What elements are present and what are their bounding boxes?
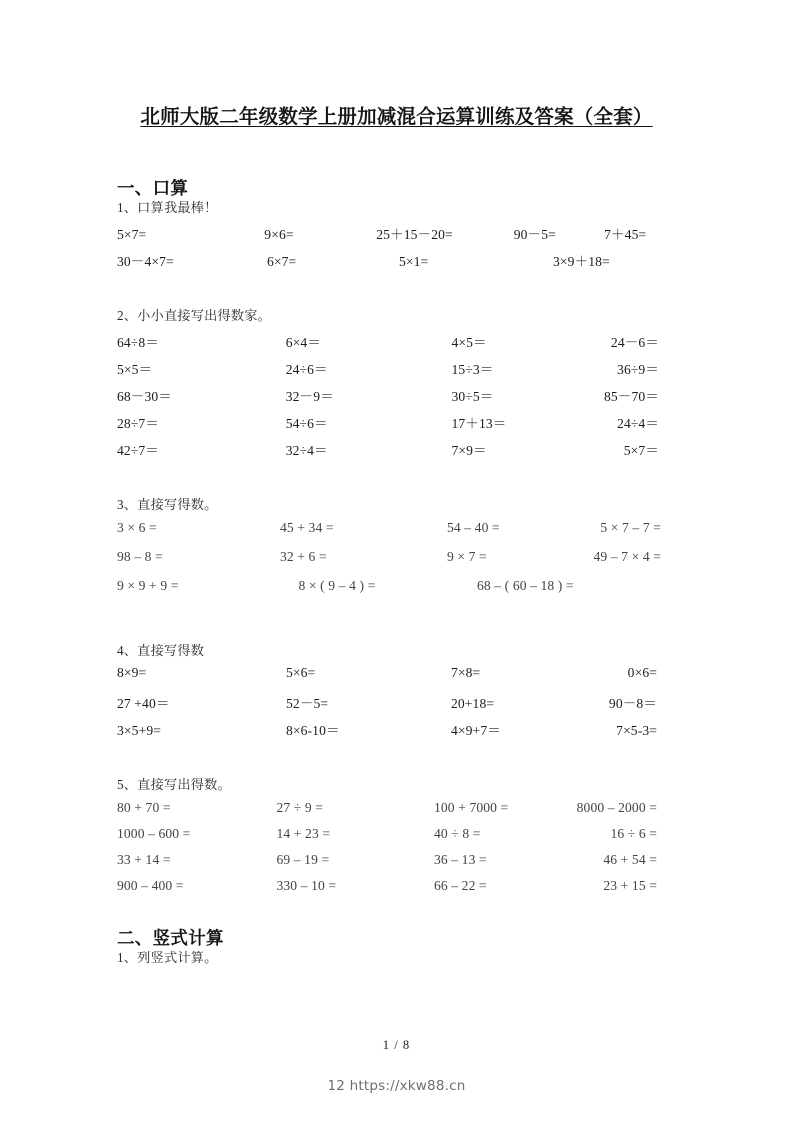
problem-cell: 5×5＝ bbox=[117, 361, 153, 377]
problem-cell: 24－6＝ bbox=[610, 334, 659, 350]
problem-cell: 32÷4＝ bbox=[285, 442, 328, 458]
problem-cell: 4×5＝ bbox=[451, 334, 487, 350]
problem-row bbox=[117, 358, 663, 385]
problem-cell: 0×6= bbox=[627, 665, 657, 681]
problem-cell: 6×7= bbox=[267, 253, 297, 269]
problem-row bbox=[117, 800, 663, 826]
problem-cell: 8 × ( 9 – 4 ) = bbox=[298, 577, 376, 593]
problem-cell: 30－4×7= bbox=[117, 253, 174, 269]
problem-row bbox=[117, 250, 663, 277]
problem-row bbox=[117, 692, 663, 719]
problem-cell: 54÷6＝ bbox=[285, 415, 328, 431]
problem-cell: 9×6= bbox=[264, 226, 294, 242]
subsection-prompt-5: 5、直接写出得数。 bbox=[117, 777, 231, 793]
problem-block-4 bbox=[117, 665, 663, 746]
problem-cell: 30÷5＝ bbox=[451, 388, 494, 404]
worksheet-content bbox=[117, 178, 663, 967]
problem-row bbox=[117, 412, 663, 439]
problem-cell: 3 × 6 = bbox=[117, 519, 157, 535]
problem-cell: 27 +40＝ bbox=[117, 696, 170, 712]
problem-cell: 7＋45= bbox=[604, 226, 647, 242]
problem-cell: 90－5= bbox=[513, 226, 556, 242]
problem-row bbox=[117, 878, 663, 904]
problem-cell: 68－30＝ bbox=[117, 388, 172, 404]
problem-cell: 24÷6＝ bbox=[285, 361, 328, 377]
problem-cell: 14 + 23 = bbox=[276, 826, 331, 842]
subsection-prompt-1: 1、口算我最棒！ bbox=[117, 200, 218, 216]
problem-cell: 5×7= bbox=[117, 226, 147, 242]
problem-cell: 17＋13＝ bbox=[451, 415, 507, 431]
section-heading-column-calculation: 二、竖式计算 bbox=[117, 928, 224, 949]
problem-cell: 24÷4＝ bbox=[617, 415, 659, 431]
problem-cell: 98 – 8 = bbox=[117, 548, 163, 564]
problem-cell: 7×5-3= bbox=[616, 723, 657, 739]
problem-cell: 33 + 14 = bbox=[117, 852, 171, 868]
problem-cell: 52－5= bbox=[286, 696, 329, 712]
problem-cell: 5×6= bbox=[286, 665, 316, 681]
problem-cell: 330 – 10 = bbox=[276, 878, 337, 894]
problem-cell: 4×9+7＝ bbox=[451, 723, 501, 739]
watermark: 12 https://xkw88.cn bbox=[327, 1078, 466, 1094]
problem-cell: 100 + 7000 = bbox=[434, 800, 509, 816]
problem-cell: 1000 – 600 = bbox=[117, 826, 191, 842]
problem-cell: 5×1= bbox=[399, 253, 429, 269]
spacer bbox=[117, 612, 663, 642]
problem-block-3 bbox=[117, 520, 663, 612]
problem-cell: 8×6-10＝ bbox=[286, 723, 340, 739]
problem-cell: 90－8＝ bbox=[608, 696, 657, 712]
spacer bbox=[117, 466, 663, 496]
problem-cell: 23 + 15 = bbox=[603, 878, 657, 894]
problem-row bbox=[117, 520, 663, 549]
problem-cell: 9 × 9 + 9 = bbox=[117, 577, 179, 593]
problem-row bbox=[117, 385, 663, 412]
problem-row bbox=[117, 549, 663, 578]
problem-cell: 8000 – 2000 = bbox=[576, 800, 657, 816]
problem-cell: 900 – 400 = bbox=[117, 878, 184, 894]
problem-block-2 bbox=[117, 331, 663, 466]
problem-block-5 bbox=[117, 800, 663, 904]
problem-cell: 54 – 40 = bbox=[447, 519, 500, 535]
subsection-prompt-column-1: 1、列竖式计算。 bbox=[117, 950, 218, 966]
problem-cell: 49 – 7 × 4 = bbox=[593, 548, 661, 564]
problem-row bbox=[117, 331, 663, 358]
problem-cell: 7×8= bbox=[451, 665, 481, 681]
section-heading-oral-math: 一、口算 bbox=[117, 178, 189, 198]
subsection-prompt-2: 2、小小直接写出得数家。 bbox=[117, 307, 272, 323]
page-number: 1 / 8 bbox=[382, 1038, 411, 1052]
problem-cell: 69 – 19 = bbox=[276, 852, 330, 868]
subsection-prompt-4: 4、直接写得数 bbox=[117, 642, 205, 658]
problem-cell: 20+18= bbox=[451, 696, 495, 712]
problem-row bbox=[117, 719, 663, 746]
spacer bbox=[117, 746, 663, 776]
problem-row bbox=[117, 852, 663, 878]
problem-cell: 3×9＋18= bbox=[553, 253, 610, 269]
problem-cell: 66 – 22 = bbox=[434, 878, 487, 894]
problem-cell: 7×9＝ bbox=[451, 442, 487, 458]
problem-cell: 36 – 13 = bbox=[434, 852, 487, 868]
problem-cell: 3×5+9= bbox=[117, 723, 161, 739]
page-title bbox=[0, 106, 793, 130]
page-title-text: 北师大版二年级数学上册加减混合运算训练及答案（全套） bbox=[140, 107, 653, 129]
problem-row bbox=[117, 223, 663, 250]
problem-cell: 9 × 7 = bbox=[447, 548, 487, 564]
problem-cell: 5 × 7 – 7 = bbox=[600, 519, 661, 535]
problem-cell: 28÷7＝ bbox=[117, 415, 159, 431]
problem-cell: 32 + 6 = bbox=[280, 548, 327, 564]
problem-cell: 36÷9＝ bbox=[617, 361, 659, 377]
problem-cell: 25＋15－20= bbox=[376, 226, 453, 242]
problem-cell: 15÷3＝ bbox=[451, 361, 494, 377]
problem-cell: 46 + 54 = bbox=[603, 852, 657, 868]
problem-cell: 27 ÷ 9 = bbox=[276, 800, 324, 816]
problem-cell: 8×9= bbox=[117, 665, 147, 681]
problem-cell: 32－9＝ bbox=[285, 388, 334, 404]
problem-cell: 5×7＝ bbox=[623, 442, 659, 458]
problem-block-1 bbox=[117, 223, 663, 277]
problem-cell: 85－70＝ bbox=[604, 388, 659, 404]
problem-cell: 45 + 34 = bbox=[280, 519, 334, 535]
problem-cell: 80 + 70 = bbox=[117, 800, 171, 816]
problem-cell: 16 ÷ 6 = bbox=[610, 826, 657, 842]
problem-cell: 40 ÷ 8 = bbox=[434, 826, 481, 842]
spacer bbox=[117, 277, 663, 307]
problem-cell: 42÷7＝ bbox=[117, 442, 159, 458]
problem-cell: 6×4＝ bbox=[285, 334, 322, 350]
problem-row bbox=[117, 439, 663, 466]
spacer bbox=[117, 904, 663, 928]
subsection-prompt-3: 3、直接写得数。 bbox=[117, 496, 218, 512]
problem-cell: 68 – ( 60 – 18 ) = bbox=[477, 577, 574, 593]
problem-row bbox=[117, 826, 663, 852]
problem-row bbox=[117, 665, 663, 692]
problem-row bbox=[117, 578, 663, 612]
problem-cell: 64÷8＝ bbox=[117, 334, 159, 350]
